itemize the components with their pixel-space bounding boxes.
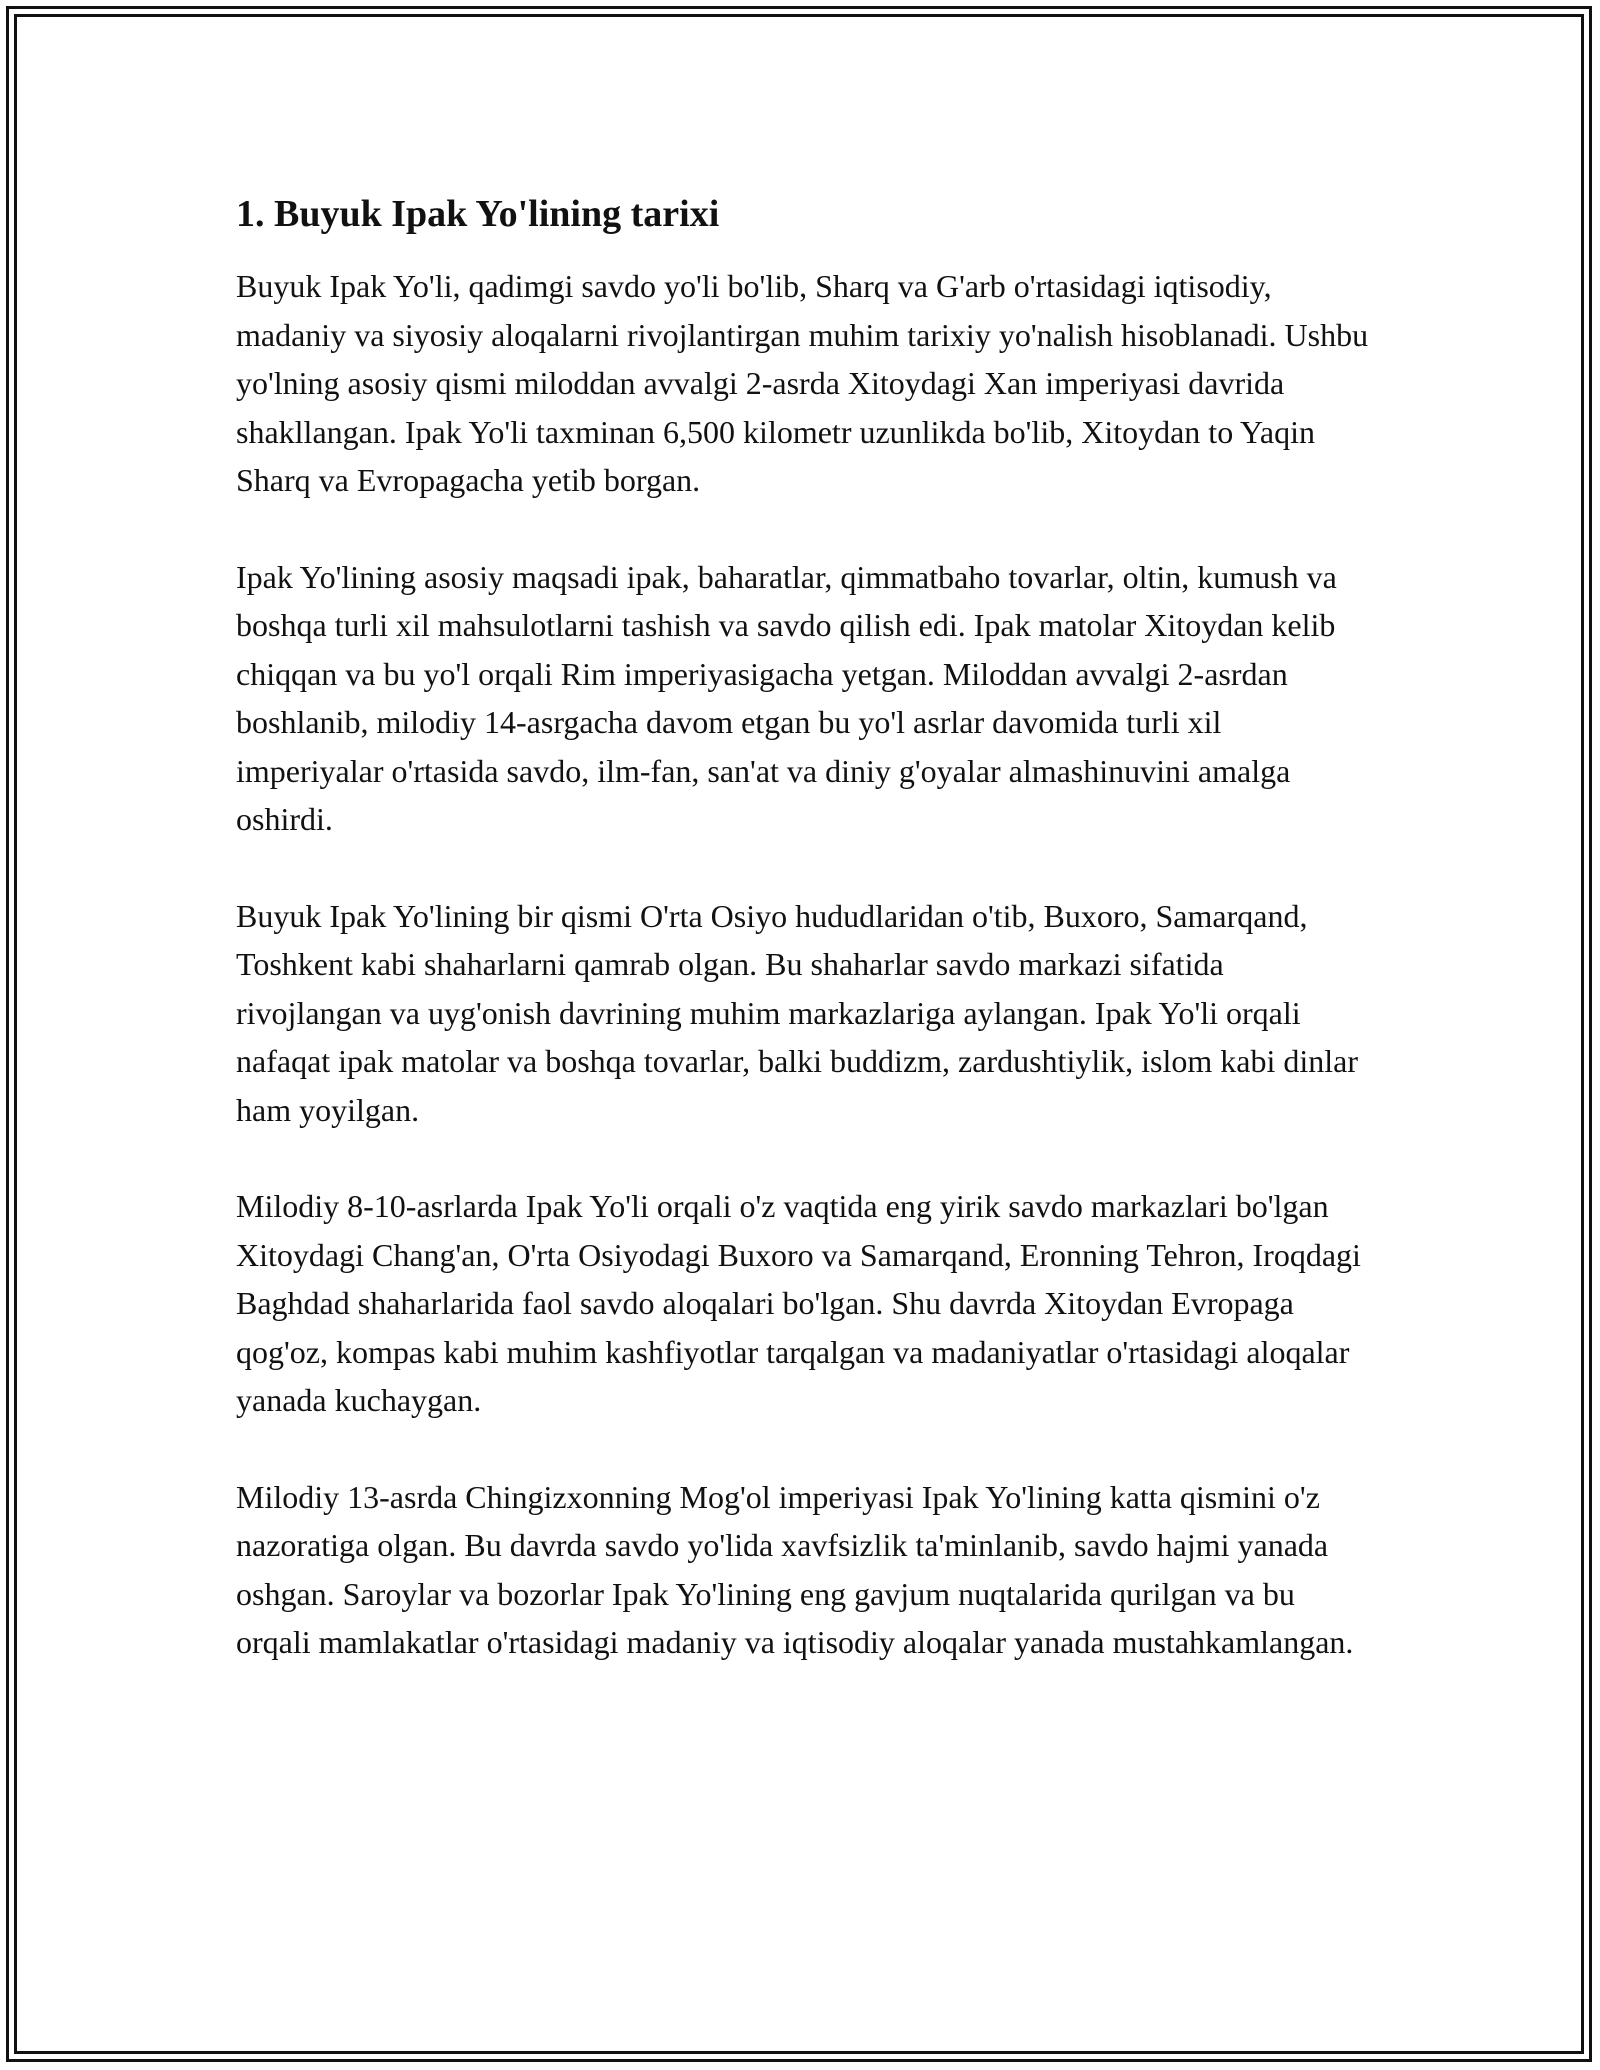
paragraph-5: Milodiy 13-asrda Chingizxonning Mog'ol imperiyasi Ipak Yo'lining katta qismini o'z nazoratiga olgan. Bu davrda savdo yo'lida xavfsizlik ta'minlanib, savdo hajmi yanada oshgan. Saroylar va bozorlar Ipak Yo'lining eng gavjum nuqtalarida qurilgan va bu orqali mamlakatlar o'rtasidagi madaniy va iqtisodiy aloqalar yanada mustahkamlangan. xyxy=(236,1478,1354,1660)
paragraph-4: Milodiy 8-10-asrlarda Ipak Yo'li orqali o'z vaqtida eng yirik savdo markazlari bo'lgan Xitoydagi Chang'an, O'rta Osiyodagi Buxoro va Samarqand, Eronning Tehron, Iroqdagi Baghdad shaharlarida faol savdo aloqalari bo'lgan. Shu davrda Xitoydan Evropaga qog'oz, kompas kabi muhim kashfiyotlar tarqalgan va madaniyatlar o'rtasidagi aloqalar yanada kuchaygan. xyxy=(236,1188,1361,1418)
paragraph-3: Buyuk Ipak Yo'lining bir qismi O'rta Osiyo hududlaridan o'tib, Buxoro, Samarqand, Toshkent kabi shaharlarni qamrab olgan. Bu shaharlar savdo markazi sifatida rivojlangan va uyg'onish davrining muhim markazlariga aylangan. Ipak Yo'li orqali nafaqat ipak matolar va boshqa tovarlar, balki buddizm, zardushtiylik, islom kabi dinlar ham yoyilgan. xyxy=(236,897,1358,1128)
section-heading: 1. Buyuk Ipak Yo'lining tarixi xyxy=(236,193,720,235)
paragraph-2: Ipak Yo'lining asosiy maqsadi ipak, baharatlar, qimmatbaho tovarlar, oltin, kumush va boshqa turli xil mahsulotlarni tashish va savdo qilish edi. Ipak matolar Xitoydan kelib chiqqan va bu yo'l orqali Rim imperiyasigacha yetgan. Miloddan avvalgi 2-asrdan boshlanib, milodiy 14-asrgacha davom etgan bu yo'l asrlar davomida turli xil imperiyalar o'rtasida savdo, ilm-fan, san'at va diniy g'oyalar almashinuvini amalga oshirdi. xyxy=(236,558,1337,837)
paragraph-1: Buyuk Ipak Yo'li, qadimgi savdo yo'li bo'lib, Sharq va G'arb o'rtasidagi iqtisodiy, madaniy va siyosiy aloqalarni rivojlantirgan muhim tarixiy yo'nalish hisoblanadi. Ushbu yo'lning asosiy qismi miloddan avvalgi 2-asrda Xitoydagi Xan imperiyasi davrida shakllangan. Ipak Yo'li taxminan 6,500 kilometr uzunlikda bo'lib, Xitoydan to Yaqin Sharq va Evropagacha yetib borgan. xyxy=(236,268,1369,498)
document-body xyxy=(236,186,1376,1715)
